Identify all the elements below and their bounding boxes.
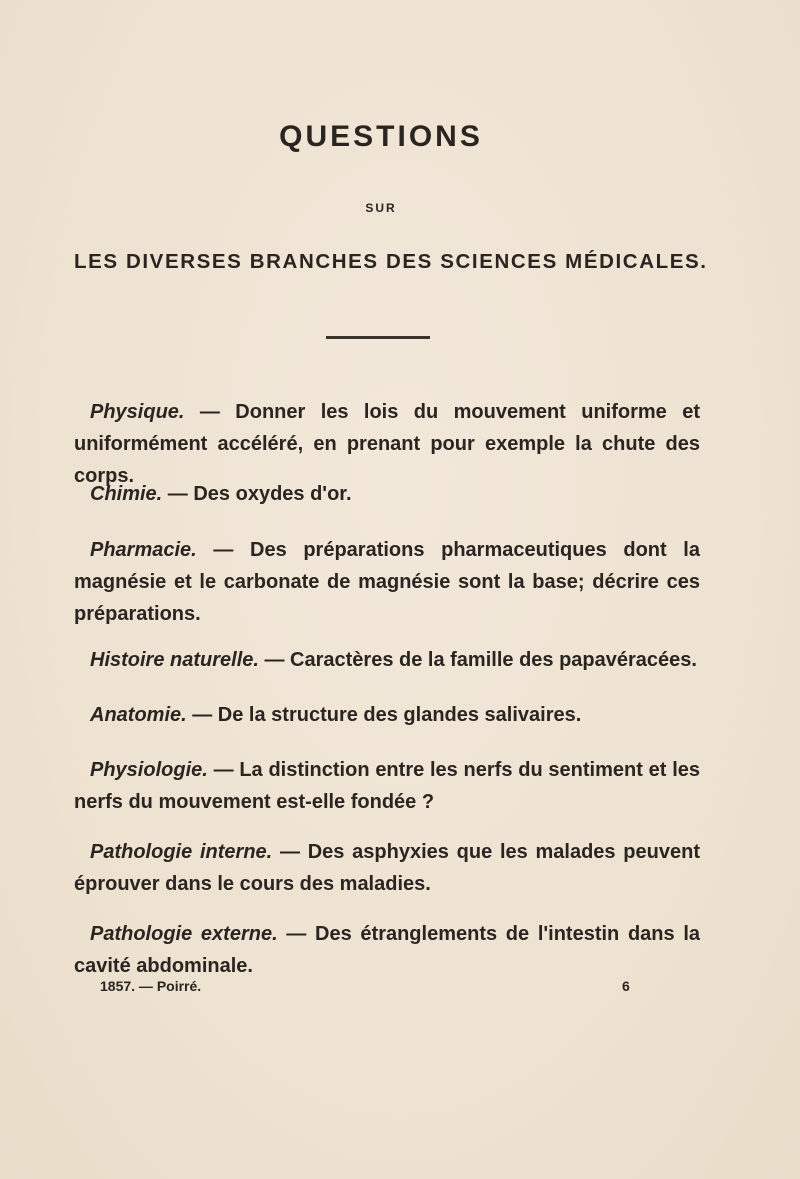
question-text: — Donner les lois du mouvement uniforme et uniformément accéléré, en prenant pour exemple la chute des corps.: [74, 401, 700, 487]
divider-rule: [326, 336, 430, 339]
question-text: — Des oxydes d'or.: [162, 483, 352, 505]
title-connector: SUR: [365, 201, 397, 215]
question-text: — Caractères de la famille des papavéracées.: [258, 649, 697, 671]
question-text: — De la structure des glandes salivaires.: [186, 704, 582, 726]
question-subject: Histoire naturelle.: [90, 649, 259, 671]
question-pathologie-externe: [74, 918, 700, 982]
question-subject: Anatomie.: [90, 704, 187, 726]
question-text: — Des préparations pharmaceutiques dont la magnésie et le carbonate de magnésie sont la base; décrire ces préparations.: [74, 539, 700, 625]
question-subject: Pathologie externe.: [90, 923, 278, 945]
question-text: — Des asphyxies que les malades peuvent éprouver dans le cours des maladies.: [74, 841, 700, 895]
footer-signature: 1857. — Poirré.: [100, 978, 202, 994]
question-subject: Physique.: [90, 401, 185, 423]
question-text: — La distinction entre les nerfs du sentiment et les nerfs du mouvement est-elle fondée ?: [74, 759, 700, 813]
page-title: QUESTIONS: [279, 120, 483, 153]
question-subject: Pharmacie.: [90, 539, 197, 561]
question-histoire-naturelle: [74, 644, 700, 676]
question-physiologie: [74, 754, 700, 818]
question-text: — Des étranglements de l'intestin dans la cavité abdominale.: [74, 923, 701, 977]
page-number: 6: [622, 978, 630, 994]
question-pharmacie: [74, 534, 700, 630]
question-pathologie-interne: [74, 836, 700, 900]
question-subject: Physiologie.: [90, 759, 208, 781]
question-chimie: [74, 478, 700, 510]
page-subtitle: LES DIVERSES BRANCHES DES SCIENCES MÉDICALES.: [74, 250, 708, 273]
question-subject: Pathologie interne.: [90, 841, 273, 863]
question-subject: Chimie.: [90, 483, 163, 505]
question-anatomie: [74, 699, 700, 731]
